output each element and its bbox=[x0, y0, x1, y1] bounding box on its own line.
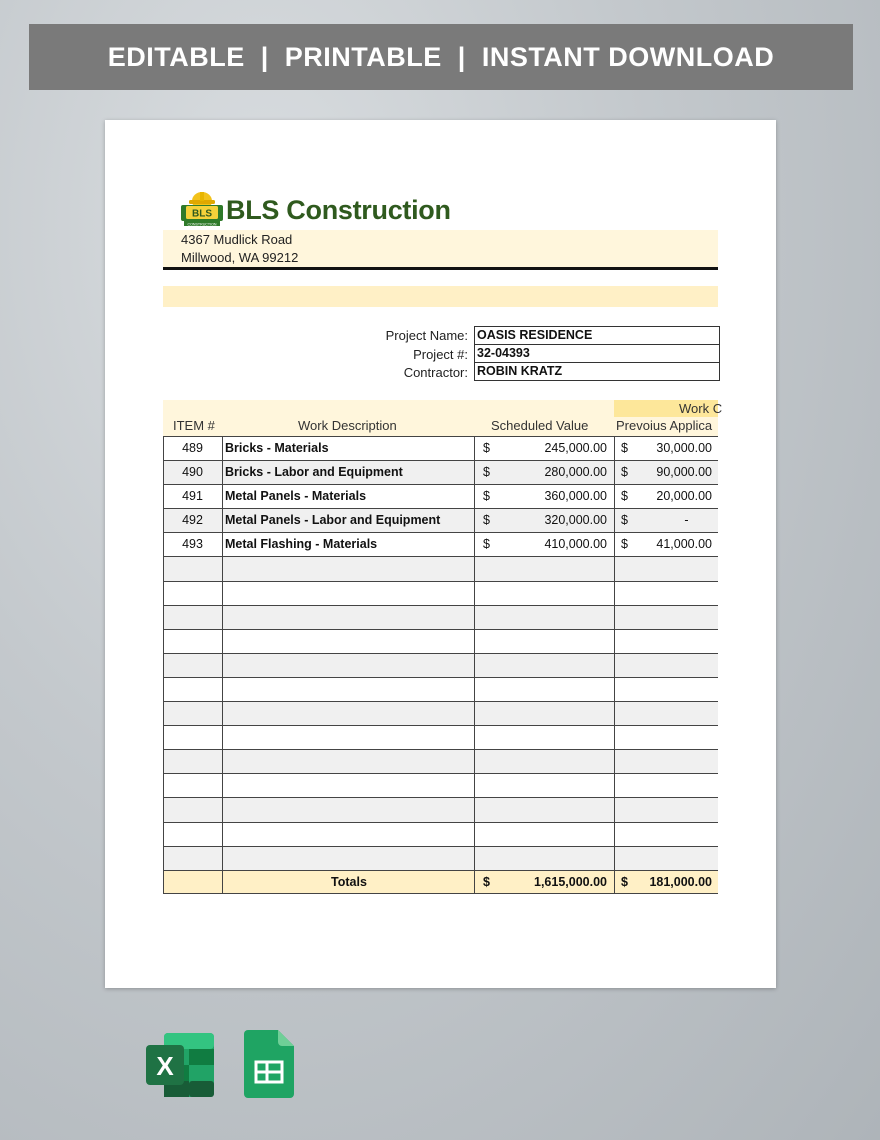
item-number-header: ITEM # bbox=[173, 418, 215, 433]
scheduled-value-header: Scheduled Value bbox=[491, 418, 589, 433]
previous-application: 30,000.00 bbox=[656, 441, 712, 455]
scheduled-value: 360,000.00 bbox=[544, 489, 607, 504]
empty-table-row[interactable] bbox=[163, 725, 718, 749]
work-description: Metal Panels - Labor and Equipment bbox=[225, 513, 441, 528]
currency-symbol: $ bbox=[621, 489, 628, 504]
currency-symbol: $ bbox=[483, 489, 490, 504]
total-previous-application: 181,000.00 bbox=[649, 874, 712, 889]
company-name: BLS Construction bbox=[226, 194, 451, 225]
item-number: 489 bbox=[182, 441, 203, 455]
address-line-2: Millwood, WA 99212 bbox=[181, 250, 299, 265]
scheduled-value: 280,000.00 bbox=[544, 465, 607, 480]
work-description-header: Work Description bbox=[298, 418, 397, 433]
empty-table-row[interactable] bbox=[163, 773, 718, 797]
empty-table-row[interactable] bbox=[163, 556, 718, 580]
column-divider bbox=[614, 436, 615, 894]
totals-label: Totals bbox=[331, 874, 367, 889]
table-row[interactable] bbox=[163, 460, 718, 484]
work-description: Metal Flashing - Materials bbox=[225, 537, 378, 552]
currency-symbol: $ bbox=[483, 441, 490, 455]
item-number: 491 bbox=[182, 489, 203, 504]
currency-symbol: $ bbox=[483, 874, 490, 889]
scheduled-value: 410,000.00 bbox=[544, 537, 607, 552]
empty-table-row[interactable] bbox=[163, 605, 718, 629]
company-brand bbox=[180, 188, 451, 228]
previous-application: 90,000.00 bbox=[656, 465, 712, 480]
currency-symbol: $ bbox=[483, 513, 490, 528]
table-row[interactable] bbox=[163, 436, 718, 460]
contractor-field[interactable]: ROBIN KRATZ bbox=[474, 363, 720, 381]
blank-band bbox=[163, 286, 718, 307]
google-sheets-icon[interactable] bbox=[244, 1030, 294, 1098]
logo-subtext: CONSTRUCTION bbox=[187, 222, 217, 227]
project-name-label: Project Name: bbox=[385, 328, 468, 343]
column-divider bbox=[222, 436, 223, 894]
currency-symbol: $ bbox=[621, 465, 628, 480]
empty-table-row[interactable] bbox=[163, 653, 718, 677]
currency-symbol: $ bbox=[483, 537, 490, 552]
empty-table-row[interactable] bbox=[163, 846, 718, 870]
item-number: 490 bbox=[182, 465, 203, 480]
total-scheduled-value: 1,615,000.00 bbox=[534, 874, 607, 889]
previous-application: 41,000.00 bbox=[656, 537, 712, 552]
project-number-label: Project #: bbox=[413, 347, 468, 362]
top-banner bbox=[29, 24, 853, 90]
schedule-of-values-table bbox=[163, 436, 718, 894]
item-number: 493 bbox=[182, 537, 203, 552]
column-divider bbox=[474, 436, 475, 894]
empty-table-row[interactable] bbox=[163, 749, 718, 773]
empty-table-row[interactable] bbox=[163, 701, 718, 725]
currency-symbol: $ bbox=[621, 537, 628, 552]
empty-table-row[interactable] bbox=[163, 629, 718, 653]
project-number-field[interactable]: 32-04393 bbox=[474, 345, 720, 363]
empty-table-row[interactable] bbox=[163, 677, 718, 701]
table-row[interactable] bbox=[163, 484, 718, 508]
scheduled-value: 320,000.00 bbox=[544, 513, 607, 528]
project-name-field[interactable]: OASIS RESIDENCE bbox=[474, 326, 720, 345]
table-border-left bbox=[163, 436, 164, 894]
work-description: Metal Panels - Materials bbox=[225, 489, 367, 504]
currency-symbol: $ bbox=[483, 465, 490, 480]
item-number: 492 bbox=[182, 513, 203, 528]
previous-application: 20,000.00 bbox=[656, 489, 712, 504]
empty-table-row[interactable] bbox=[163, 581, 718, 605]
hardhat-logo-icon bbox=[180, 188, 224, 228]
work-description: Bricks - Materials bbox=[225, 441, 329, 455]
scheduled-value: 245,000.00 bbox=[544, 441, 607, 455]
currency-symbol: $ bbox=[621, 441, 628, 455]
banner-text: EDITABLE | PRINTABLE | INSTANT DOWNLOAD bbox=[107, 41, 775, 72]
previous-application: - bbox=[684, 513, 689, 528]
previous-application-header: Prevoius Applica bbox=[616, 418, 713, 433]
table-row[interactable] bbox=[163, 508, 718, 532]
table-row[interactable] bbox=[163, 532, 718, 556]
contractor-label: Contractor: bbox=[403, 365, 468, 380]
empty-table-row[interactable] bbox=[163, 822, 718, 846]
work-description: Bricks - Labor and Equipment bbox=[225, 465, 403, 480]
work-completed-header: Work C bbox=[679, 401, 723, 416]
logo-text: BLS bbox=[192, 208, 212, 220]
excel-letter: X bbox=[156, 1051, 174, 1081]
document-page bbox=[105, 120, 776, 988]
header-divider bbox=[163, 267, 718, 270]
currency-symbol: $ bbox=[621, 513, 628, 528]
totals-row bbox=[163, 870, 718, 894]
empty-table-row[interactable] bbox=[163, 797, 718, 821]
currency-symbol: $ bbox=[621, 874, 628, 889]
excel-icon[interactable] bbox=[146, 1033, 214, 1097]
address-line-1: 4367 Mudlick Road bbox=[181, 232, 293, 247]
